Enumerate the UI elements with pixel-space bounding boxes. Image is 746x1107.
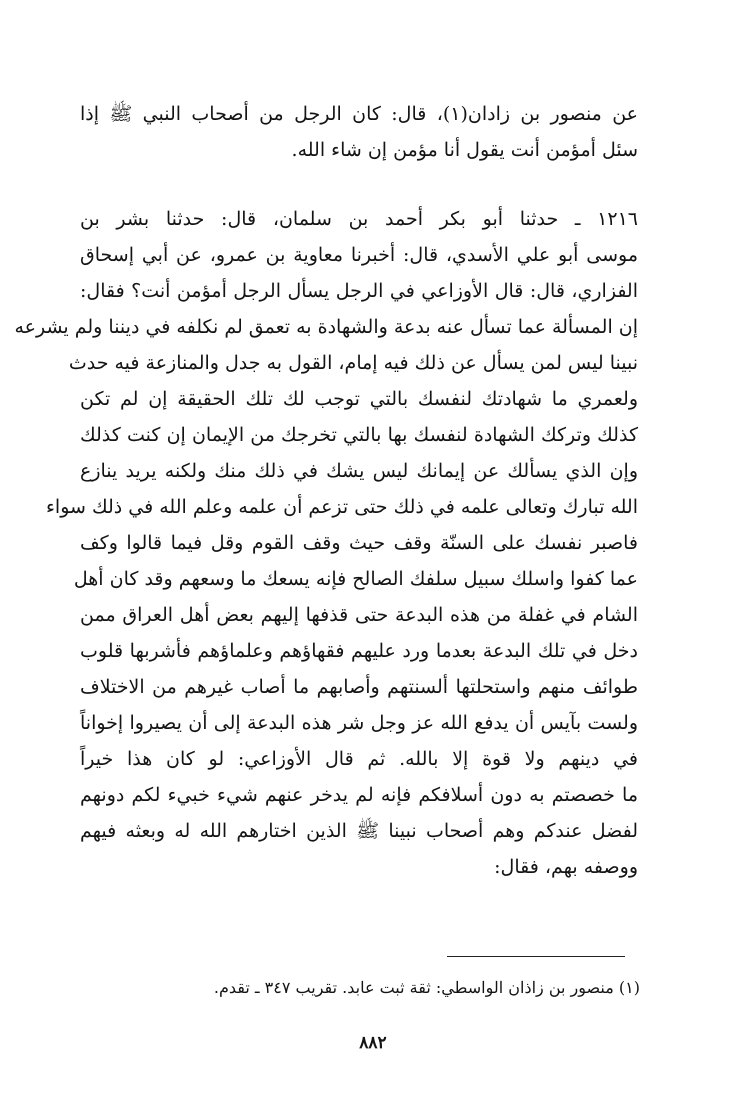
text-line: طوائف منهم واستحلتها ألسنتهم وأصابهم ما أصاب غيرهم من الاختلاف (80, 676, 638, 698)
text-line: ولست بآيس أن يدفع الله عز وجل شر هذه البدعة إلى أن يصيروا إخواناً (80, 712, 638, 734)
text-line: لفضل عندكم وهم أصحاب نبينا ﷺ الذين اختارهم الله له وبعثه فيهم (80, 820, 638, 842)
text-line: فاصبر نفسك على السنّة وقف حيث وقف القوم وقل فيما قالوا وكف (80, 532, 638, 554)
text-line: دخل في تلك البدعة بعدما ورد عليهم فقهاؤهم وعلماؤهم فأشربها قلوب (80, 640, 638, 662)
text-line: عما كفوا واسلك سبيل سلفك الصالح فإنه يسعك ما وسعهم وقد كان أهل (73, 568, 638, 590)
page-number: ٨٨٢ (359, 1033, 387, 1053)
footnote-divider (447, 956, 625, 957)
text-line: موسى أبو علي الأسدي، قال: أخبرنا معاوية بن عمرو، عن أبي إسحاق (80, 244, 638, 266)
text-line: الله تبارك وتعالى علمه في ذلك حتى تزعم أن علمه وعلم الله في ذلك سواء (46, 496, 638, 518)
footnote: (١) منصور بن زاذان الواسطي: ثقة ثبت عابد. تقريب ٣٤٧ ـ تقدم. (213, 978, 640, 997)
text-line: كذلك وتركك الشهادة لنفسك بها بالتي تخرجك من الإيمان إن كنت كذلك (80, 424, 638, 446)
text-line: ١٢١٦ ـ حدثنا أبو بكر أحمد بن سلمان، قال: حدثنا بشر بن (80, 208, 638, 230)
paragraph-1 (80, 96, 638, 168)
text-line: ووصفه بهم، فقال: (494, 856, 638, 878)
text-line: الشام في غفلة من هذه البدعة حتى قذفها إليهم بعض أهل العراق ممن (80, 604, 638, 626)
text-line: إن المسألة عما تسأل عنه بدعة والشهادة به تعمق لم نكلفه في ديننا ولم يشرعه (14, 316, 638, 338)
text-line: ولعمري ما شهادتك لنفسك بالتي توجب لك تلك الحقيقة إن لم تكن (80, 388, 638, 410)
text-line: في دينهم ولا قوة إلا بالله. ثم قال الأوزاعي: لو كان هذا خيراً (80, 748, 638, 770)
text-line: عن منصور بن زادان(١)، قال: كان الرجل من أصحاب النبي ﷺ إذا (80, 103, 639, 125)
text-line: الفزاري، قال: قال الأوزاعي في الرجل يسأل الرجل أمؤمن أنت؟ فقال: (80, 280, 638, 302)
text-line: نبينا ليس لمن يسأل عن ذلك فيه إمام، القول به جدل والمنازعة فيه حدث (68, 352, 638, 374)
text-line: ما خصصتم به دون أسلافكم فإنه لم يدخر عنهم شيء خبيء لكم دونهم (80, 784, 638, 806)
text-line: سئل أمؤمن أنت يقول أنا مؤمن إن شاء الله. (291, 139, 638, 161)
text-line: وإن الذي يسألك عن إيمانك ليس يشك في ذلك منك ولكنه يريد ينازع (80, 460, 638, 482)
paragraph-1216 (14, 201, 638, 885)
